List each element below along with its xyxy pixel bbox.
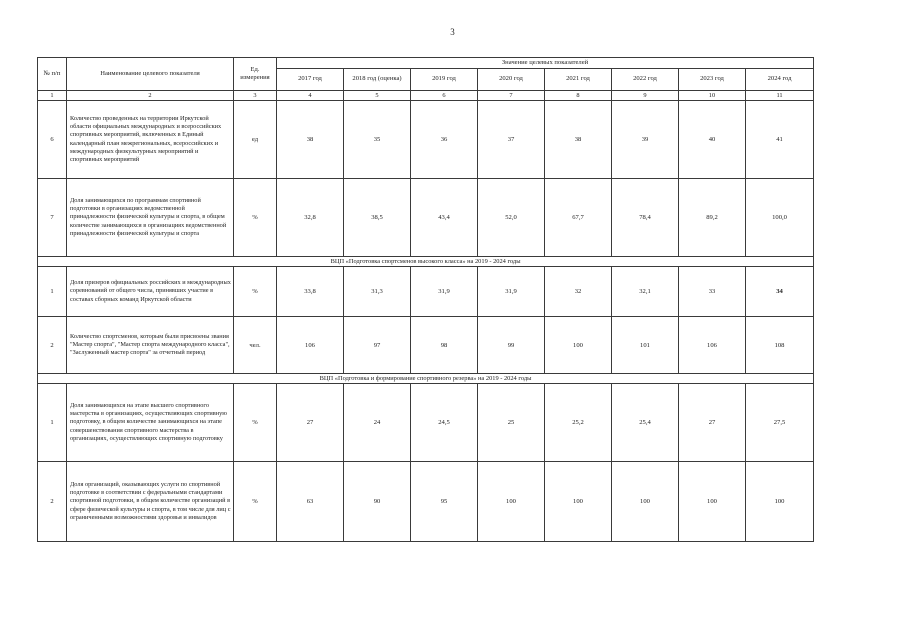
value-cell: 100 <box>545 462 612 542</box>
header-values-group: Значение целевых показателей <box>277 58 814 69</box>
table-row <box>38 384 814 462</box>
value-cell: 95 <box>411 462 478 542</box>
value-cell: 32,1 <box>612 267 679 317</box>
value-cell: 101 <box>612 317 679 374</box>
table-row <box>38 267 814 317</box>
column-number: 7 <box>478 91 545 101</box>
column-number: 5 <box>344 91 411 101</box>
value-cell: 38 <box>277 101 344 179</box>
header-year: 2024 год <box>746 69 814 91</box>
value-cell: 41 <box>746 101 814 179</box>
value-cell: 106 <box>277 317 344 374</box>
value-cell: 106 <box>679 317 746 374</box>
value-cell: 24 <box>344 384 411 462</box>
header-name: Наименование целевого показателя <box>67 58 234 91</box>
column-number: 3 <box>234 91 277 101</box>
value-cell: 33,8 <box>277 267 344 317</box>
value-cell: 35 <box>344 101 411 179</box>
section-row <box>38 374 814 384</box>
target-indicators-table <box>37 57 814 542</box>
value-cell: 24,5 <box>411 384 478 462</box>
page-number: 3 <box>450 27 455 37</box>
value-cell: 63 <box>277 462 344 542</box>
value-cell: 32,8 <box>277 179 344 257</box>
row-number: 1 <box>38 267 67 317</box>
value-cell: 100 <box>612 462 679 542</box>
header-num: № п/п <box>38 58 67 91</box>
unit-cell: % <box>234 267 277 317</box>
value-cell: 31,3 <box>344 267 411 317</box>
header-year: 2022 год <box>612 69 679 91</box>
value-cell: 99 <box>478 317 545 374</box>
value-cell: 67,7 <box>545 179 612 257</box>
unit-cell: % <box>234 462 277 542</box>
column-number: 6 <box>411 91 478 101</box>
header-year: 2021 год <box>545 69 612 91</box>
section-title: ВЦП «Подготовка и формирование спортивного резерва» на 2019 - 2024 годы <box>38 374 814 384</box>
unit-cell: % <box>234 384 277 462</box>
indicator-name: Количество спортсменов, которым были присвоены звания "Мастер спорта", "Мастер спорта международного класса", "Заслуженный мастер спорта" за отчетный период <box>67 317 234 374</box>
value-cell: 38,5 <box>344 179 411 257</box>
indicator-name: Количество проведенных на территории Иркутской области официальных международных и всероссийских спортивных мероприятий, включенных в Единый календарный план межрегиональных, всероссийских и международных физкультурных мероприятий и спортивных мероприятий <box>67 101 234 179</box>
value-cell: 34 <box>746 267 814 317</box>
column-number: 10 <box>679 91 746 101</box>
table-row <box>38 317 814 374</box>
value-cell: 27 <box>277 384 344 462</box>
column-number: 8 <box>545 91 612 101</box>
value-cell: 25,2 <box>545 384 612 462</box>
indicator-name: Доля организаций, оказывающих услуги по спортивной подготовке в соответствии с федеральными стандартами спортивной подготовки, в общем количестве организаций в сфере физической культуры и спорта, в том числе для лиц с ограниченными возможностями здоровья и инвалидов <box>67 462 234 542</box>
value-cell: 97 <box>344 317 411 374</box>
value-cell: 100 <box>746 462 814 542</box>
value-cell: 100 <box>679 462 746 542</box>
table-row <box>38 462 814 542</box>
section-row <box>38 257 814 267</box>
unit-cell: ед <box>234 101 277 179</box>
header-year: 2020 год <box>478 69 545 91</box>
value-cell: 40 <box>679 101 746 179</box>
table-row <box>38 179 814 257</box>
indicator-name: Доля занимающихся на этапе высшего спортивного мастерства в организациях, осуществляющих спортивную подготовку, в общем количестве занимающихся на этапе совершенствования спортивного мастерства в организациях, осуществляющих спортивную подготовку <box>67 384 234 462</box>
value-cell: 27,5 <box>746 384 814 462</box>
value-cell: 25,4 <box>612 384 679 462</box>
header-unit: Ед. измерения <box>234 58 277 91</box>
row-number: 2 <box>38 317 67 374</box>
column-number: 2 <box>67 91 234 101</box>
value-cell: 39 <box>612 101 679 179</box>
column-number: 11 <box>746 91 814 101</box>
row-number: 7 <box>38 179 67 257</box>
value-cell: 89,2 <box>679 179 746 257</box>
header-year: 2023 год <box>679 69 746 91</box>
value-cell: 31,9 <box>411 267 478 317</box>
column-number: 4 <box>277 91 344 101</box>
header-year: 2019 год <box>411 69 478 91</box>
value-cell: 90 <box>344 462 411 542</box>
header-year: 2017 год <box>277 69 344 91</box>
table-row <box>38 101 814 179</box>
column-number: 1 <box>38 91 67 101</box>
header-year: 2018 год (оценка) <box>344 69 411 91</box>
unit-cell: чел. <box>234 317 277 374</box>
value-cell: 32 <box>545 267 612 317</box>
indicator-name: Доля призеров официальных российских и международных соревнований от общего числа, принявших участие в составах сборных команд Иркутской области <box>67 267 234 317</box>
value-cell: 31,9 <box>478 267 545 317</box>
value-cell: 36 <box>411 101 478 179</box>
row-number: 1 <box>38 384 67 462</box>
unit-cell: % <box>234 179 277 257</box>
value-cell: 108 <box>746 317 814 374</box>
value-cell: 33 <box>679 267 746 317</box>
value-cell: 27 <box>679 384 746 462</box>
indicator-name: Доля занимающихся по программам спортивной подготовки в организациях ведомственной принадлежности физической культуры и спорта, в общем количестве занимающихся в организациях ведомственной принадлежности физической культуры и спорта <box>67 179 234 257</box>
column-numbers-row <box>38 91 814 101</box>
value-cell: 25 <box>478 384 545 462</box>
value-cell: 78,4 <box>612 179 679 257</box>
column-number: 9 <box>612 91 679 101</box>
value-cell: 100 <box>545 317 612 374</box>
row-number: 6 <box>38 101 67 179</box>
value-cell: 100,0 <box>746 179 814 257</box>
value-cell: 43,4 <box>411 179 478 257</box>
value-cell: 100 <box>478 462 545 542</box>
value-cell: 38 <box>545 101 612 179</box>
value-cell: 98 <box>411 317 478 374</box>
row-number: 2 <box>38 462 67 542</box>
value-cell: 37 <box>478 101 545 179</box>
section-title: ВЦП «Подготовка спортсменов высокого класса» на 2019 - 2024 годы <box>38 257 814 267</box>
value-cell: 52,0 <box>478 179 545 257</box>
